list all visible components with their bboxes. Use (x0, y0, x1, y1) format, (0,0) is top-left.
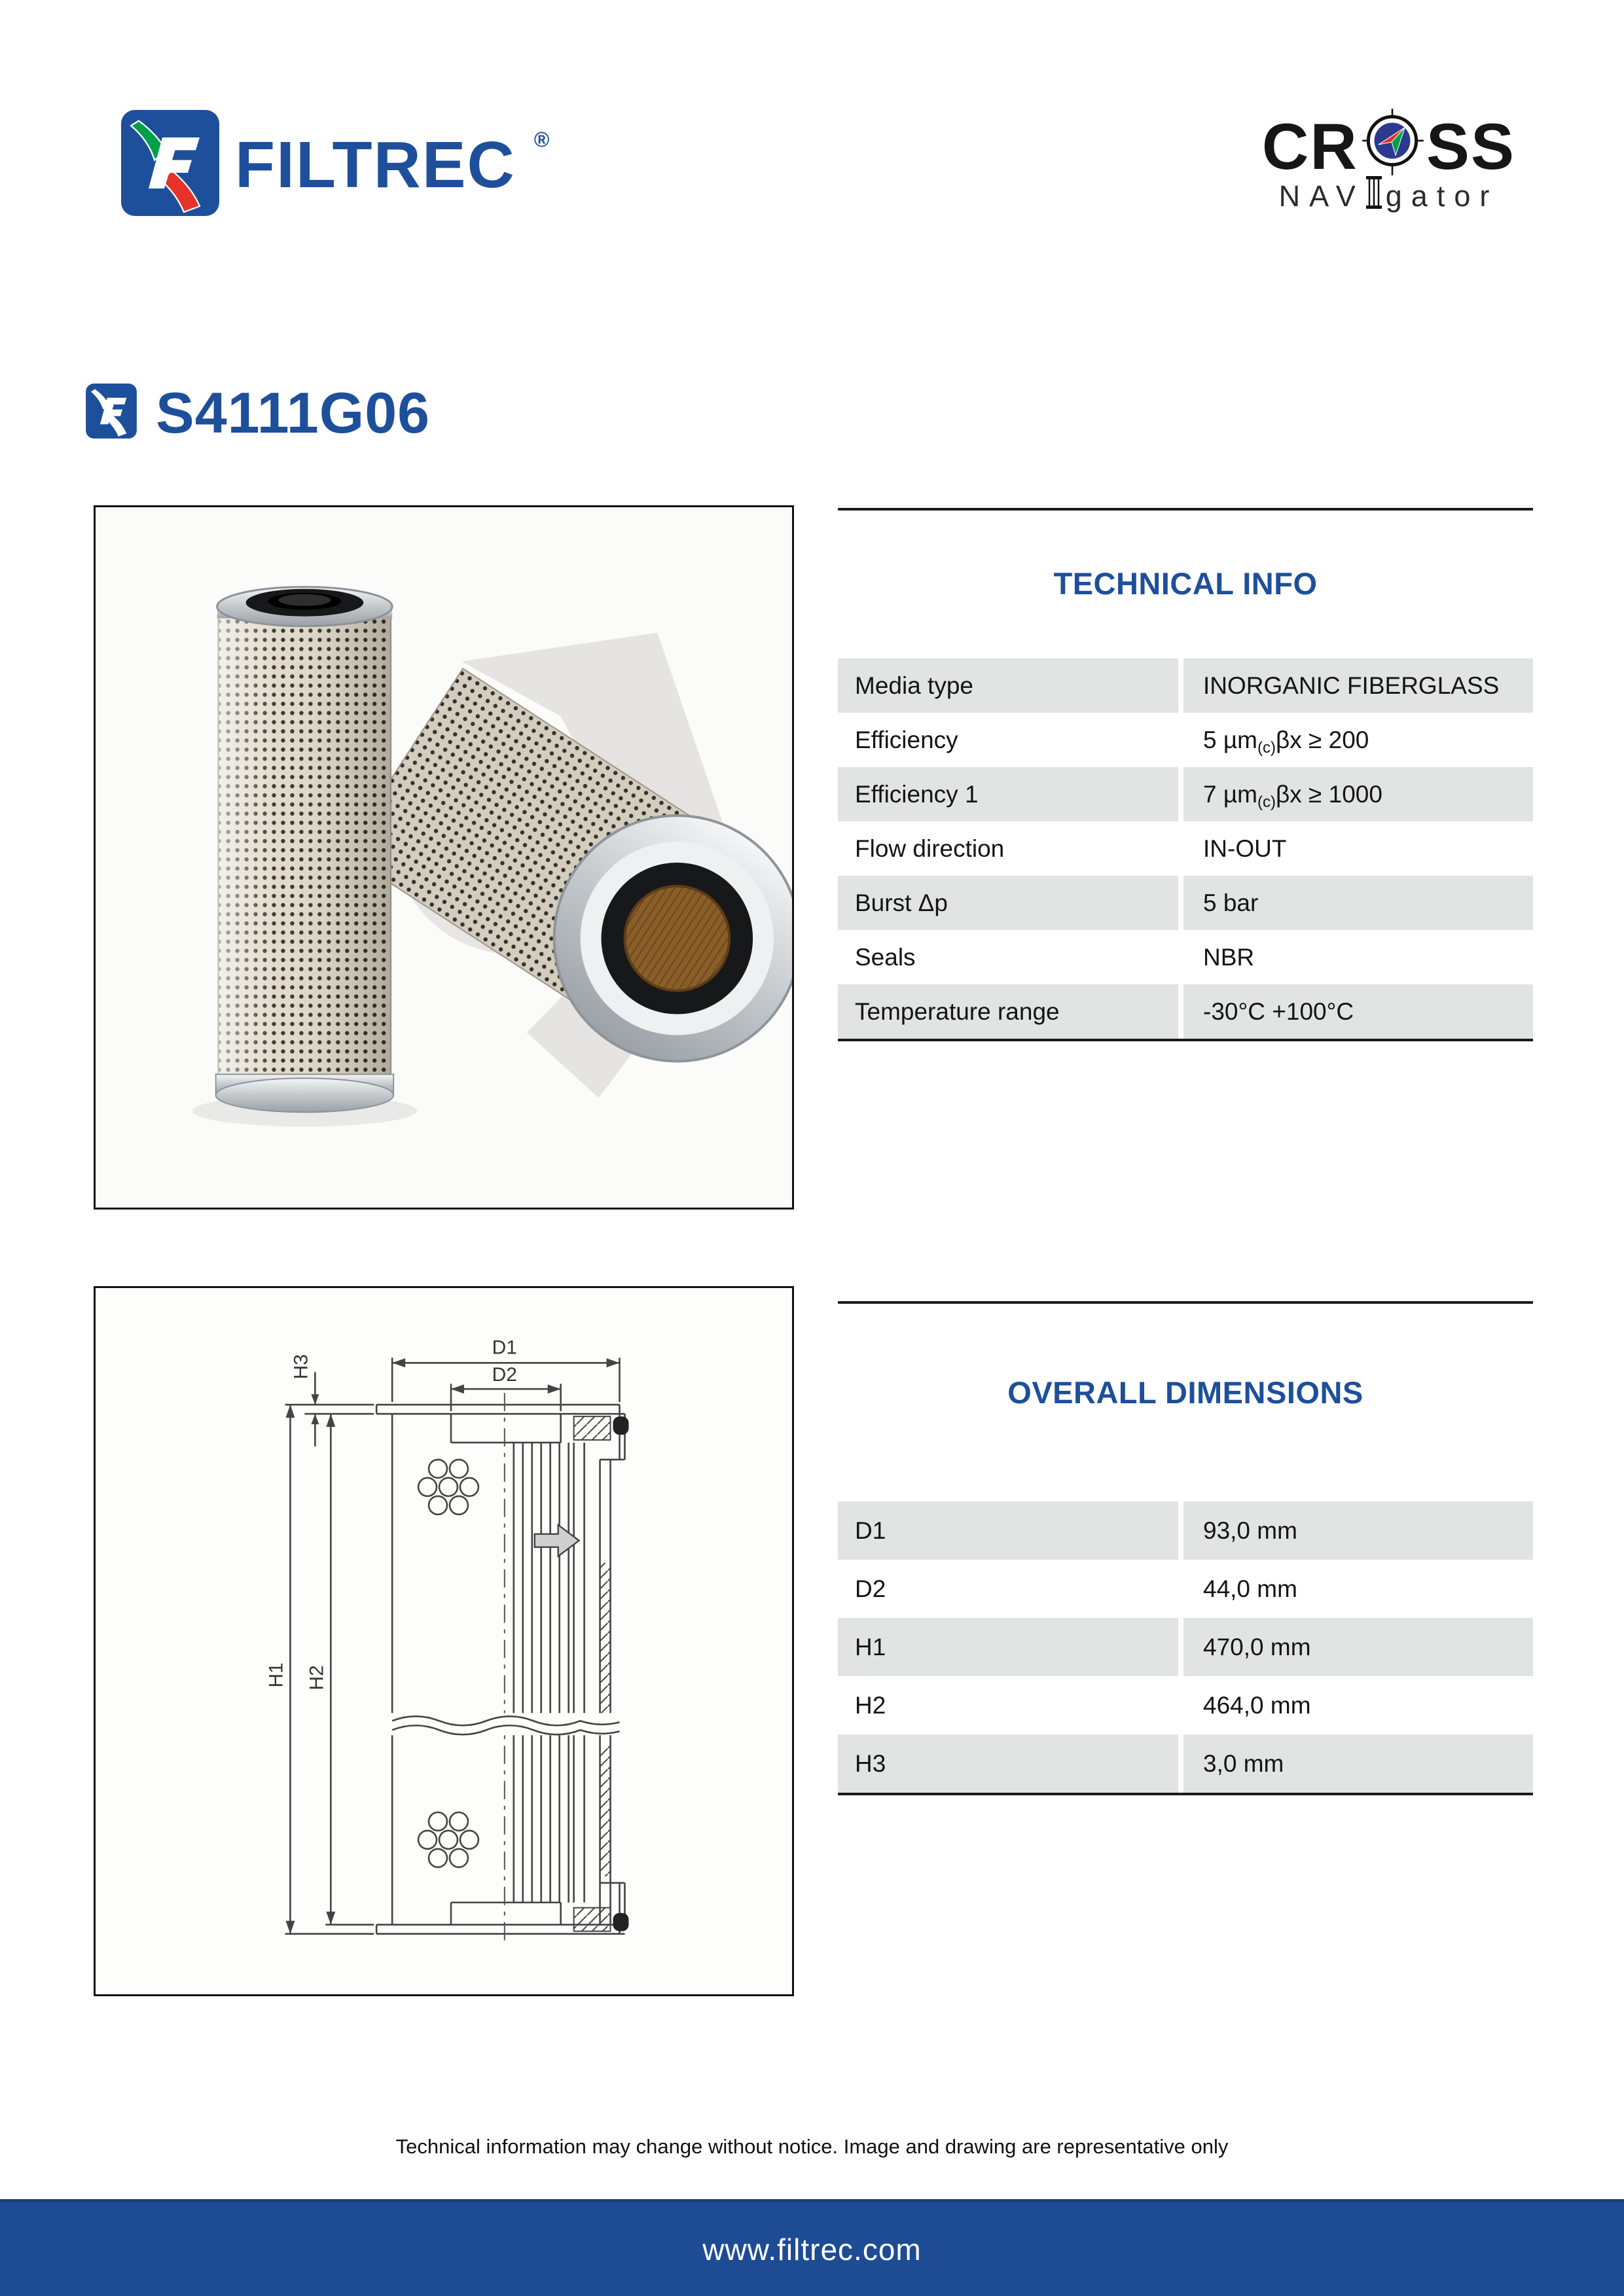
dim-label-d2: D2 (492, 1364, 517, 1386)
dimension-label: H1 (838, 1618, 1178, 1676)
spec-value: -30°C +100°C (1183, 984, 1533, 1039)
table-row (838, 821, 1533, 876)
spec-label: Media type (838, 658, 1178, 713)
dimension-label: D1 (838, 1501, 1178, 1560)
technical-info-table (838, 658, 1533, 1041)
product-photo (96, 507, 792, 1208)
cross-text-right: SS (1426, 110, 1515, 183)
table-row (838, 1560, 1533, 1618)
registered-mark: ® (533, 128, 550, 151)
cross-navigator-logo (1262, 105, 1515, 215)
dimension-label: H3 (838, 1734, 1178, 1793)
navigator-text-left: NAV (1278, 179, 1365, 213)
table-row (838, 1501, 1533, 1560)
dimension-value: 464,0 mm (1183, 1676, 1533, 1734)
table-row (838, 1734, 1533, 1793)
product-code: S4111G06 (156, 380, 431, 445)
spec-label: Temperature range (838, 984, 1178, 1039)
spec-value: IN-OUT (1183, 821, 1533, 876)
cross-text-left: CR (1261, 110, 1358, 183)
table-row (838, 984, 1533, 1039)
table-row (838, 930, 1533, 984)
dimension-label: D2 (838, 1560, 1178, 1618)
spec-value: NBR (1183, 930, 1533, 984)
dimension-value: 3,0 mm (1183, 1734, 1533, 1793)
disclaimer-text: Technical information may change without notice. Image and drawing are representative only (395, 2135, 1229, 2158)
filtrec-wordmark: FILTREC (235, 128, 516, 202)
table-row (838, 1618, 1533, 1676)
spec-label: Burst Δp (838, 876, 1178, 930)
website-link[interactable]: www.filtrec.com (702, 2232, 922, 2267)
dimension-value: 44,0 mm (1183, 1560, 1533, 1618)
product-code-block (85, 380, 431, 445)
technical-info-title: TECHNICAL INFO (1053, 566, 1318, 601)
spec-value: INORGANIC FIBERGLASS (1183, 658, 1533, 713)
dim-label-h2: H2 (306, 1665, 328, 1691)
spec-label: Efficiency 1 (838, 767, 1178, 821)
dimension-value: 93,0 mm (1183, 1501, 1533, 1560)
table-row (838, 1676, 1533, 1734)
filtrec-logo (121, 110, 550, 219)
overall-dimensions-title: OVERALL DIMENSIONS (1007, 1375, 1363, 1410)
table-row (838, 658, 1533, 713)
filtrec-f-icon (85, 384, 137, 442)
table-row (838, 713, 1533, 767)
spec-value: 5 µm (c) βx ≥ 200 (1183, 713, 1533, 767)
spec-value: 5 bar (1183, 876, 1533, 930)
spec-label: Flow direction (838, 821, 1178, 876)
dim-label-h3: H3 (290, 1354, 312, 1380)
spec-label: Seals (838, 930, 1178, 984)
overall-dimensions-table (838, 1501, 1533, 1795)
spec-value: 7 µm (c) βx ≥ 1000 (1183, 767, 1533, 821)
navigator-text-right: gator (1385, 179, 1499, 213)
dimension-label: H2 (838, 1676, 1178, 1734)
product-photo-box (94, 505, 794, 1210)
column-icon (1366, 176, 1382, 213)
table-row (838, 876, 1533, 930)
dim-label-d1: D1 (492, 1336, 517, 1359)
footer-bar (0, 2199, 1624, 2296)
technical-drawing-box (94, 1286, 794, 1996)
table-row (838, 767, 1533, 821)
dim-label-h1: H1 (265, 1662, 287, 1688)
technical-info-top-rule (838, 508, 1533, 511)
filtrec-f-logo-icon (121, 110, 219, 219)
overall-dimensions-top-rule (838, 1301, 1533, 1304)
technical-drawing (96, 1288, 792, 1994)
dimension-value: 470,0 mm (1183, 1618, 1533, 1676)
spec-label: Efficiency (838, 713, 1178, 767)
